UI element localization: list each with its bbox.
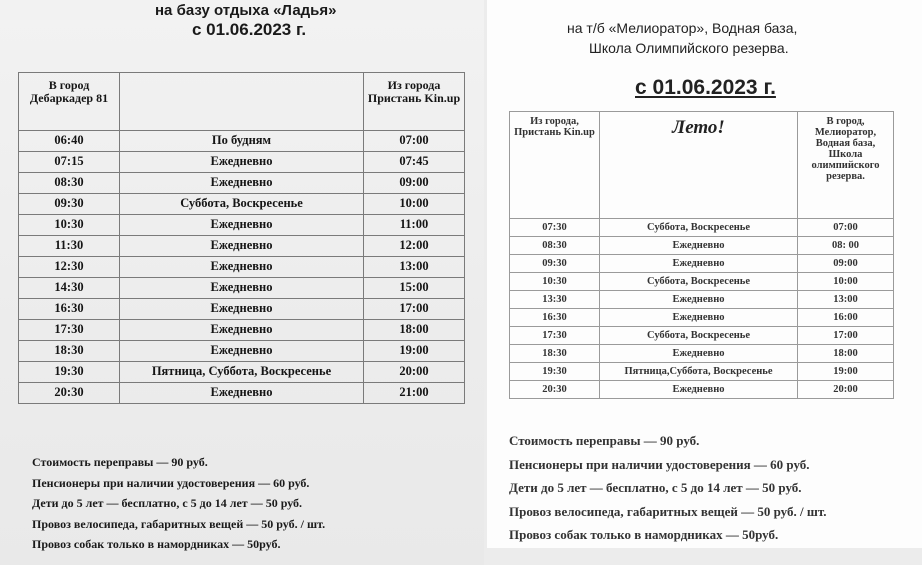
right-header-from-city: Из города, Пристань Kin.up: [510, 112, 600, 219]
schedule-days: Ежедневно: [600, 237, 798, 255]
departure-time: 13:30: [510, 291, 600, 309]
departure-time: 16:30: [510, 309, 600, 327]
right-header-to-city: В город, Мелиоратор, Водная база, Школа олимпийского резерва.: [798, 112, 894, 219]
left-fees-list: [32, 452, 325, 555]
schedule-days: Ежедневно: [600, 255, 798, 273]
table-row: [19, 362, 465, 383]
table-row: [19, 341, 465, 362]
left-date: с 01.06.2023 г.: [192, 20, 307, 39]
departure-time: 18:30: [510, 345, 600, 363]
schedule-days: Ежедневно: [120, 152, 364, 173]
departure-time: 10:30: [19, 215, 120, 236]
table-row: [510, 255, 894, 273]
departure-time: 07:15: [19, 152, 120, 173]
table-row: [510, 273, 894, 291]
schedule-days: Суббота, Воскресенье: [120, 194, 364, 215]
schedule-days: Суббота, Воскресенье: [600, 273, 798, 291]
departure-time: 08:30: [19, 173, 120, 194]
arrival-time: 13:00: [364, 257, 465, 278]
schedule-days: Ежедневно: [120, 320, 364, 341]
fee-line: Дети до 5 лет — бесплатно, с 5 до 14 лет — 50 руб.: [509, 480, 802, 495]
arrival-time: 19:00: [798, 363, 894, 381]
arrival-time: 11:00: [364, 215, 465, 236]
departure-time: 19:30: [19, 362, 120, 383]
arrival-time: 09:00: [798, 255, 894, 273]
departure-time: 20:30: [510, 381, 600, 399]
schedule-days: Пятница,Суббота, Воскресенье: [600, 363, 798, 381]
table-row: [19, 173, 465, 194]
table-row: [510, 327, 894, 345]
fee-line: Провоз велосипеда, габаритных вещей — 50 руб. / шт.: [32, 516, 326, 531]
departure-time: 12:30: [19, 257, 120, 278]
table-row: [19, 236, 465, 257]
arrival-time: 15:00: [364, 278, 465, 299]
arrival-time: 07:45: [364, 152, 465, 173]
departure-time: 09:30: [510, 255, 600, 273]
schedule-days: Ежедневно: [120, 173, 364, 194]
right-fees-list: [509, 429, 827, 547]
arrival-time: 18:00: [364, 320, 465, 341]
fee-line: Стоимость переправы — 90 руб.: [32, 455, 208, 469]
schedule-days: Ежедневно: [120, 215, 364, 236]
schedule-days: Ежедневно: [600, 381, 798, 399]
schedule-days: Пятница, Суббота, Воскресенье: [120, 362, 364, 383]
table-row: [19, 278, 465, 299]
schedule-days: Ежедневно: [120, 236, 364, 257]
arrival-time: 19:00: [364, 341, 465, 362]
right-title-line2: Школа Олимпийского резерва.: [589, 40, 789, 56]
table-row: [19, 194, 465, 215]
fee-line: Пенсионеры при наличии удостоверения — 60 руб.: [32, 475, 310, 490]
fee-line: Пенсионеры при наличии удостоверения — 60 руб.: [509, 456, 810, 472]
table-row: [19, 383, 465, 404]
schedule-days: Ежедневно: [120, 299, 364, 320]
arrival-time: 07:00: [798, 219, 894, 237]
table-row: [510, 345, 894, 363]
table-row: [19, 299, 465, 320]
fee-line: Дети до 5 лет — бесплатно, с 5 до 14 лет — 50 руб.: [32, 496, 303, 510]
departure-time: 20:30: [19, 383, 120, 404]
schedule-days: Ежедневно: [600, 309, 798, 327]
arrival-time: 12:00: [364, 236, 465, 257]
arrival-time: 09:00: [364, 173, 465, 194]
departure-time: 18:30: [19, 341, 120, 362]
left-title: на базу отдыха «Ладья»: [155, 2, 337, 19]
arrival-time: 17:00: [364, 299, 465, 320]
departure-time: 19:30: [510, 363, 600, 381]
right-header-row: [510, 112, 894, 219]
left-header-from-city: Из города Пристань Kin.up: [364, 73, 465, 131]
left-header-row: [19, 73, 465, 131]
arrival-time: 16:00: [798, 309, 894, 327]
schedule-days: Ежедневно: [600, 345, 798, 363]
schedule-days: Ежедневно: [120, 278, 364, 299]
table-row: [510, 237, 894, 255]
departure-time: 09:30: [19, 194, 120, 215]
table-row: [19, 320, 465, 341]
departure-time: 11:30: [19, 236, 120, 257]
right-title-line1: на т/б «Мелиоратор», Водная база,: [567, 20, 798, 36]
arrival-time: 20:00: [364, 362, 465, 383]
table-row: [510, 381, 894, 399]
departure-time: 16:30: [19, 299, 120, 320]
season-label: Лето!: [672, 117, 725, 138]
departure-time: 17:30: [19, 320, 120, 341]
departure-time: 14:30: [19, 278, 120, 299]
table-row: [510, 291, 894, 309]
right-date: с 01.06.2023 г.: [635, 76, 776, 99]
table-row: [19, 131, 465, 152]
right-header-middle: [600, 112, 798, 219]
table-row: [510, 309, 894, 327]
schedule-days: Суббота, Воскресенье: [600, 219, 798, 237]
left-header-to-city: В город Дебаркадер 81: [19, 73, 120, 131]
fee-line: Провоз собак только в намордниках — 50руб.: [32, 537, 281, 551]
departure-time: 10:30: [510, 273, 600, 291]
schedule-days: Суббота, Воскресенье: [600, 327, 798, 345]
right-schedule-sheet: [487, 0, 922, 548]
fee-line: Провоз велосипеда, габаритных вещей — 50 руб. / шт.: [509, 503, 827, 519]
arrival-time: 18:00: [798, 345, 894, 363]
table-row: [19, 152, 465, 173]
fee-line: Провоз собак только в намордниках — 50руб.: [509, 527, 779, 542]
arrival-time: 10:00: [798, 273, 894, 291]
departure-time: 17:30: [510, 327, 600, 345]
arrival-time: 08: 00: [798, 237, 894, 255]
table-row: [19, 215, 465, 236]
table-row: [510, 363, 894, 381]
table-row: [510, 219, 894, 237]
schedule-days: Ежедневно: [120, 341, 364, 362]
arrival-time: 17:00: [798, 327, 894, 345]
table-row: [19, 257, 465, 278]
schedule-days: Ежедневно: [120, 257, 364, 278]
arrival-time: 10:00: [364, 194, 465, 215]
right-timetable: [509, 111, 894, 399]
left-timetable: [18, 72, 465, 404]
left-header-middle: [120, 73, 364, 131]
schedule-days: Ежедневно: [120, 383, 364, 404]
departure-time: 06:40: [19, 131, 120, 152]
arrival-time: 13:00: [798, 291, 894, 309]
schedule-days: По будням: [120, 131, 364, 152]
departure-time: 07:30: [510, 219, 600, 237]
arrival-time: 07:00: [364, 131, 465, 152]
departure-time: 08:30: [510, 237, 600, 255]
arrival-time: 20:00: [798, 381, 894, 399]
fee-line: Стоимость переправы — 90 руб.: [509, 433, 700, 448]
arrival-time: 21:00: [364, 383, 465, 404]
schedule-days: Ежедневно: [600, 291, 798, 309]
